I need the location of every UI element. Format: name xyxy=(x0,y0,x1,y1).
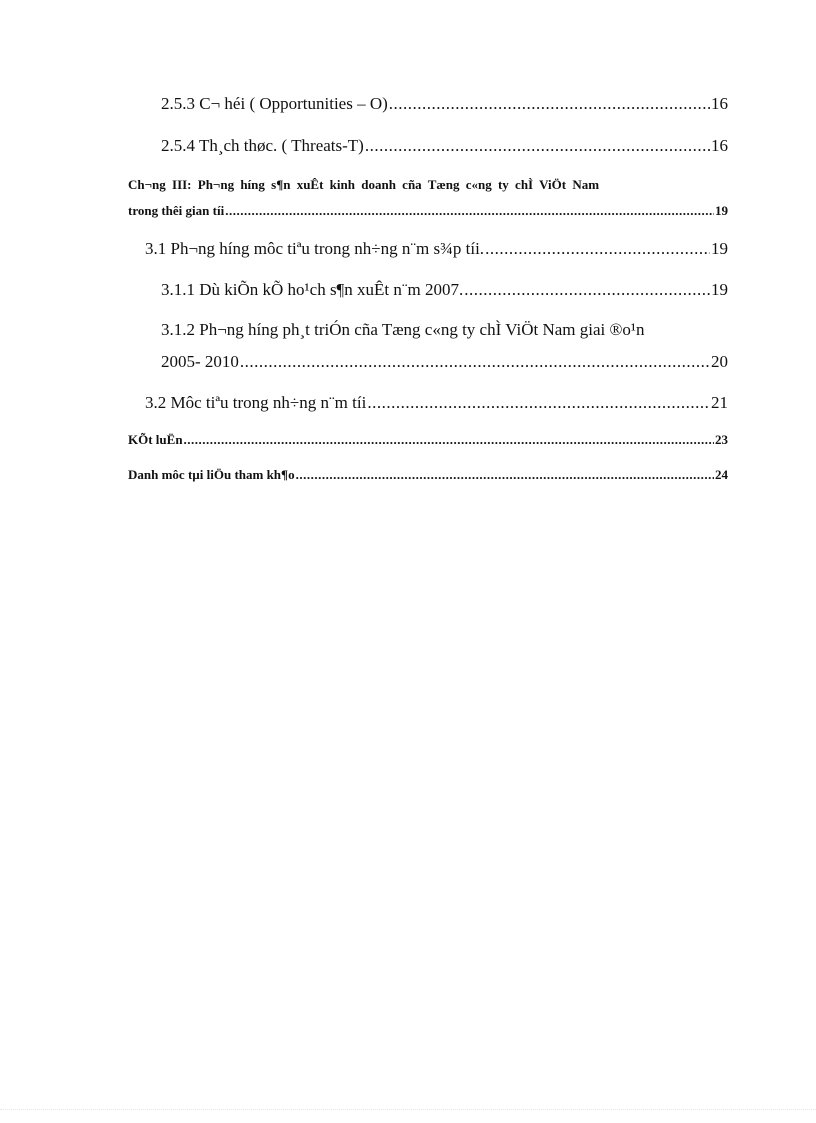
toc-entry-3-1-2-line1[interactable]: 3.1.2 Ph¬ng híng ph¸t triÓn cña Tæng c«ng ty chÌ ViÖt Nam giai ®o¹n xyxy=(161,320,645,339)
page-bottom-border xyxy=(0,1109,816,1111)
dot-leader xyxy=(367,393,710,413)
toc-entry-page: 23 xyxy=(715,432,728,447)
toc-entry-2-5-4[interactable] xyxy=(161,136,728,156)
toc-entry-page: 19 xyxy=(715,203,728,218)
toc-entry-title: KÕt luËn xyxy=(128,432,183,447)
toc-entry-title: 3.1 Ph¬ng híng môc tiªu trong nh÷ng n¨m s¾p tíi. xyxy=(145,239,485,258)
toc-entry-2-5-3[interactable] xyxy=(161,94,728,114)
toc-entry-3-1[interactable] xyxy=(145,239,728,259)
toc-entry-title: 3.2 Môc tiªu trong nh÷ng n¨m tíi xyxy=(145,393,367,412)
toc-entry-3-2[interactable] xyxy=(145,393,728,413)
dot-leader xyxy=(240,352,710,372)
toc-entry-page: 19 xyxy=(711,239,728,258)
toc-entry-title: 2.5.3 C¬ héi ( Opportunities – O) xyxy=(161,94,388,113)
toc-entry-page: 16 xyxy=(711,94,728,113)
toc-entry-tai-lieu[interactable] xyxy=(128,467,728,483)
dot-leader xyxy=(485,239,710,259)
toc-entry-title: 2.5.4 Th¸ch thøc. ( Threats-T) xyxy=(161,136,364,155)
toc-entry-title: 3.1.1 Dù kiÕn kÕ ho¹ch s¶n xuÊt n¨m 2007. xyxy=(161,280,464,299)
toc-entry-page: 21 xyxy=(711,393,728,412)
dot-leader xyxy=(365,136,710,156)
dot-leader xyxy=(296,467,714,483)
toc-chapter-3[interactable] xyxy=(128,203,728,219)
toc-entry-page: 19 xyxy=(711,280,728,299)
toc-entry-page: 20 xyxy=(711,352,728,371)
dot-leader xyxy=(184,432,714,448)
toc-entry-page: 24 xyxy=(715,467,728,482)
dot-leader xyxy=(225,203,714,219)
toc-entry-3-1-1[interactable] xyxy=(161,280,728,300)
toc-entry-title: 2005- 2010 xyxy=(161,352,239,371)
toc-entry-ket-luan[interactable] xyxy=(128,432,728,448)
toc-chapter-3-line1[interactable]: Ch¬ng III: Ph¬ng híng s¶n xuÊt kinh doanh cña Tæng c«ng ty chÌ ViÖt Nam xyxy=(128,177,600,192)
toc-entry-title: trong thêi gian tíi xyxy=(128,203,225,218)
toc-entry-3-1-2[interactable] xyxy=(161,352,728,372)
toc-entry-page: 16 xyxy=(711,136,728,155)
dot-leader xyxy=(389,94,710,114)
dot-leader xyxy=(464,280,710,300)
toc-entry-title: Danh môc tµi liÖu tham kh¶o xyxy=(128,467,295,482)
